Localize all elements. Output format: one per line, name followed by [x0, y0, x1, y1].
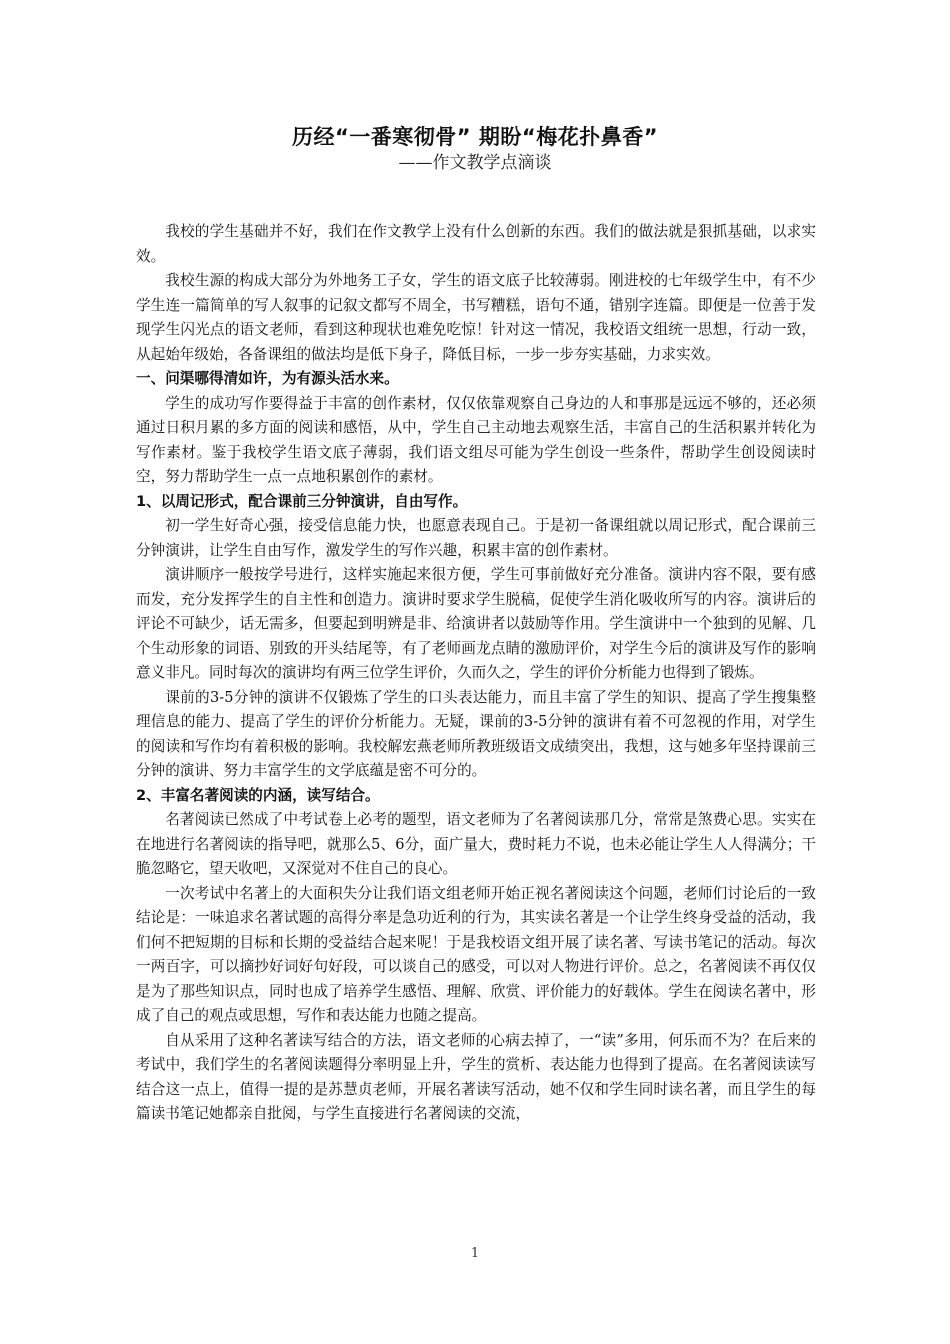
- paragraph: 学生的成功写作要得益于丰富的创作素材，仅仅依靠观察自己身边的人和事那是远远不够的，还必须通过日积月累的多方面的阅读和感悟，从中，学生自己主动地去观察生活，丰富自己的生活积累并转化为写作素材。鉴于我校学生语文底子薄弱，我们语文组尽可能为学生创设一些条件，帮助学生创设阅读时空，努力帮助学生一点一点地积累创作的素材。: [136, 394, 816, 485]
- paragraph: 课前的3-5分钟的演讲不仅锻炼了学生的口头表达能力，而且丰富了学生的知识、提高了学生搜集整理信息的能力、提高了学生的评价分析能力。无疑，课前的3-5分钟的演讲有着不可忽视的作用，对学生的阅读和写作均有着积极的影响。我校解宏燕老师所教班级语文成绩突出，我想，这与她多年坚持课前三分钟的演讲、努力丰富学生的文学底蕴是密不可分的。: [136, 688, 816, 779]
- paragraph: 我校的学生基础并不好，我们在作文教学上没有什么创新的东西。我们的做法就是狠抓基础，以求实效。: [136, 223, 816, 265]
- paragraph: 名著阅读已然成了中考试卷上必考的题型，语文老师为了名著阅读那几分，常常是煞费心思。实实在在地进行名著阅读的指导吧，就那么5、6分，面广量大，费时耗力不说，也未必能让学生人人得满分；干脆忽略它，望天收吧，又深觉对不住自己的良心。: [136, 811, 816, 877]
- document-subtitle: ——作文教学点滴谈: [398, 153, 552, 173]
- page-number: 1: [470, 1246, 480, 1261]
- paragraph: 一次考试中名著上的大面积失分让我们语文组老师开始正视名著阅读这个问题，老师们讨论后的一致结论是：一味追求名著试题的高得分率是急功近利的行为，其实读名著是一个让学生终身受益的活动，我们何不把短期的目标和长期的受益结合起来呢！于是我校语文组开展了读名著、写读书笔记的活动。每次一两百字，可以摘抄好词好句好段，可以谈自己的感受，可以对人物进行评价。总之，名著阅读不再仅仅是为了那些知识点，同时也成了培养学生感悟、理解、欣赏、评价能力的好载体。学生在阅读名著中，形成了自己的观点或思想，写作和表达能力也随之提高。: [136, 884, 816, 1024]
- subsection-heading: 1、以周记形式，配合课前三分钟演讲，自由写作。: [136, 492, 468, 510]
- document-body: [136, 220, 816, 1127]
- subsection-heading: 2、丰富名著阅读的内涵，读写结合。: [136, 786, 380, 804]
- section-heading: 一、问渠哪得清如许，为有源头活水来。: [136, 370, 399, 387]
- paragraph: 自从采用了这种名著读写结合的方法，语文老师的心病去掉了，一“读”多用，何乐而不为？在后来的考试中，我们学生的名著阅读题得分率明显上升，学生的赏析、表达能力也得到了提高。在名著阅读读写结合这一点上，值得一提的是苏慧贞老师，开展名著读写活动，她不仅和学生同时读名著，而且学生的每篇读书笔记她都亲自批阅，与学生直接进行名著阅读的交流，: [136, 1031, 816, 1122]
- paragraph: 初一学生好奇心强，接受信息能力快，也愿意表现自己。于是初一备课组就以周记形式，配合课前三分钟演讲，让学生自由写作，激发学生的写作兴趣，积累丰富的创作素材。: [136, 517, 816, 559]
- paragraph: 演讲顺序一般按学号进行，这样实施起来很方便，学生可事前做好充分准备。演讲内容不限，要有感而发，充分发挥学生的自主性和创造力。演讲时要求学生脱稿，促使学生消化吸收所写的内容。演讲后的评论不可缺少，话无需多，但要起到明辨是非、给演讲者以鼓励等作用。学生演讲中一个独到的见解、几个生动形象的词语、别致的开头结尾等，有了老师画龙点睛的激励评价，对学生今后的演讲及写作的影响意义非凡。同时每次的演讲均有两三位学生评价，久而久之，学生的评价分析能力也得到了锻炼。: [136, 566, 816, 681]
- paragraph: 我校生源的构成大部分为外地务工子女，学生的语文底子比较薄弱。刚进校的七年级学生中，有不少学生连一篇简单的写人叙事的记叙文都写不周全，书写糟糕，语句不通，错别字连篇。即便是一位善于发现学生闪光点的语文老师，看到这种现状也难免吃惊！针对这一情况，我校语文组统一思想，行动一致，从起始年级始，各备课组的做法均是低下身子，降低目标，一步一步夯实基础，力求实效。: [136, 272, 816, 363]
- document-title: 历经“一番寒彻骨” 期盼“梅花扑鼻香”: [291, 125, 659, 149]
